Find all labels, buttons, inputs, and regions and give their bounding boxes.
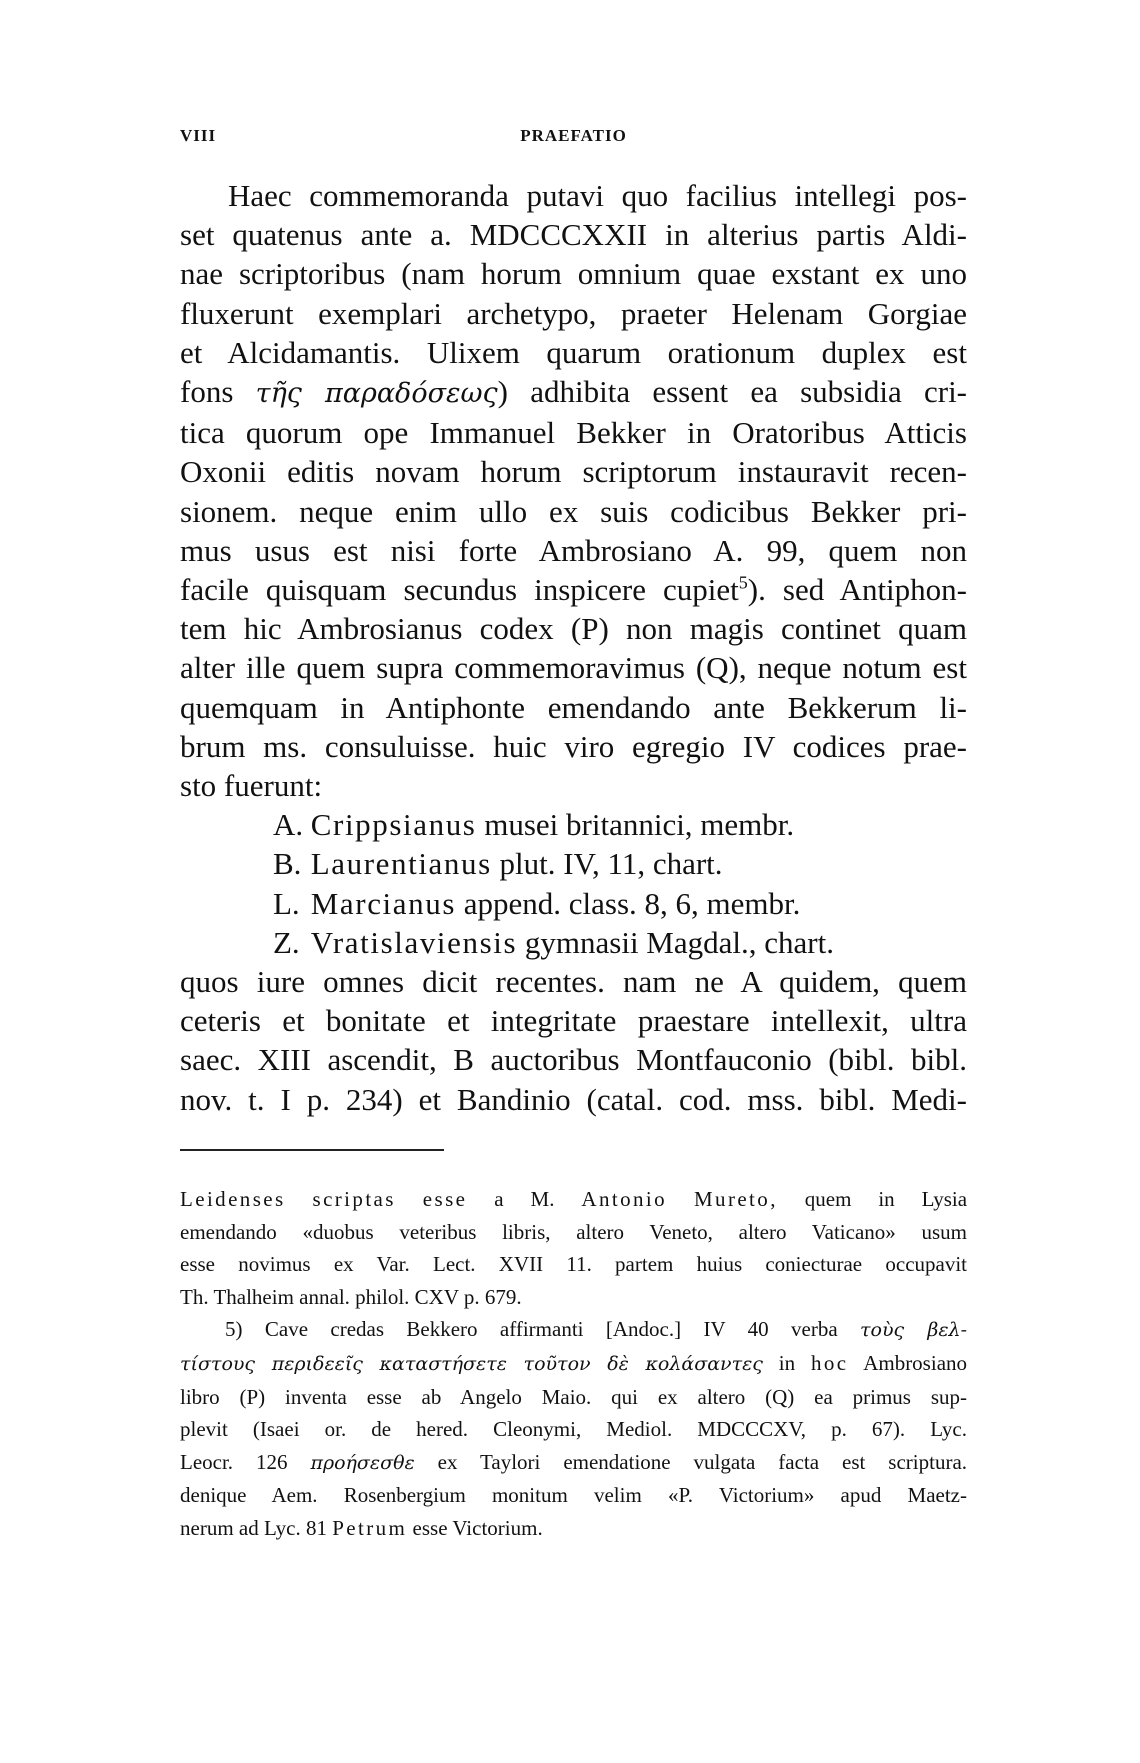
manuscript-description: plut. IV, 11, chart. <box>499 846 723 882</box>
greek-phrase: τίστους περιδεεῖς καταστήσετε τοῦτον δὲ κολάσαντες <box>180 1352 763 1375</box>
text-line: quos iure omnes dicit recentes. nam ne A quidem, quem <box>180 964 967 1000</box>
text-line: quemquam in Antiphonte emendando ante Bekkerum li- <box>180 689 967 725</box>
footnote-line <box>180 1446 967 1480</box>
spaced-text: Petrum <box>332 1515 408 1540</box>
text-line: mus usus est nisi forte Ambrosiano A. 99, quem non <box>180 532 967 568</box>
text-fragment: in <box>778 1350 796 1375</box>
text-fragment: fons <box>180 374 234 410</box>
main-text <box>180 176 967 1119</box>
text-fragment: ) adhibita essent ea subsidia cri- <box>497 374 968 410</box>
text-fragment: Ambrosiano <box>863 1350 968 1375</box>
footnote-line: emendando «duobus veteribus libris, altero Veneto, altero Vaticano» usum <box>180 1219 967 1244</box>
text-line: et Alcidamantis. Ulixem quarum orationum duplex est <box>180 334 967 370</box>
text-fragment: nerum ad Lyc. 81 <box>180 1515 327 1540</box>
manuscript-list <box>180 805 967 962</box>
text-fragment: 5) Cave credas Bekkero affirmanti [Andoc.] IV 40 verba <box>225 1317 838 1342</box>
manuscript-item <box>180 805 967 844</box>
text-line: sto fuerunt: <box>180 768 323 804</box>
manuscript-siglum: B. <box>273 846 302 882</box>
manuscript-description: append. class. 8, 6, membr. <box>463 885 801 921</box>
text-line <box>180 570 967 609</box>
footnote-line <box>180 1512 967 1545</box>
text-line: saec. XIII ascendit, B auctoribus Montfauconio (bibl. bibl. <box>180 1042 967 1078</box>
text-line: sionem. neque enim ullo ex suis codicibus Bekker pri- <box>180 493 967 529</box>
footnote-line <box>180 1313 967 1347</box>
spaced-text: scriptas <box>312 1187 396 1211</box>
manuscript-name: Marcianus <box>310 885 456 921</box>
text-line <box>180 372 967 413</box>
manuscript-name: Vratislaviensis <box>310 924 518 960</box>
page-number: VIII <box>180 126 217 145</box>
manuscript-siglum: A. <box>273 807 304 843</box>
text-line: fluxerunt exemplari archetypo, praeter Helenam Gorgiae <box>180 295 967 331</box>
spaced-text: Antonio <box>581 1187 668 1211</box>
text-line: nae scriptoribus (nam horum omnium quae exstant ex uno <box>180 256 967 292</box>
text-line: tem hic Ambrosianus codex (P) non magis continet quam <box>180 611 967 647</box>
greek-phrase: τῆς παραδόσεως <box>255 378 498 410</box>
manuscript-siglum: L. <box>273 885 300 921</box>
text-line: Haec commemoranda putavi quo facilius intellegi pos- <box>228 178 967 213</box>
spaced-text: Mureto, <box>693 1187 778 1211</box>
manuscript-description: gymnasii Magdal., chart. <box>524 924 834 960</box>
text-fragment: Leocr. 126 <box>180 1449 288 1474</box>
manuscript-item <box>180 884 967 923</box>
footnote-line: libro (P) inventa esse ab Angelo Maio. qui ex altero (Q) ea primus sup- <box>180 1384 967 1409</box>
spaced-text: Leidenses <box>180 1187 286 1211</box>
footnote-line <box>180 1183 967 1216</box>
greek-phrase: προήσεσθε <box>310 1451 415 1474</box>
page-title: PRAEFATIO <box>520 126 627 145</box>
manuscript-item <box>180 844 967 883</box>
footnote-marker: 5 <box>738 572 748 593</box>
footnote-divider <box>180 1149 444 1151</box>
text-line: set quatenus ante a. MDCCCXXII in alterius partis Aldi- <box>180 217 967 253</box>
manuscript-name: Crippsianus <box>310 807 477 843</box>
spaced-text: hoc <box>810 1350 849 1375</box>
footnote-line: Th. Thalheim annal. philol. CXV p. 679. <box>180 1284 522 1309</box>
running-head <box>180 126 967 154</box>
text-fragment: quem in Lysia <box>804 1187 968 1211</box>
manuscript-item <box>180 923 967 962</box>
text-line: alter ille quem supra commemoravimus (Q), neque notum est <box>180 650 967 686</box>
text-line: ceteris et bonitate et integritate praestare intellexit, ultra <box>180 1003 967 1039</box>
footnote-line: plevit (Isaei or. de hered. Cleonymi, Mediol. MDCCCXV, p. 67). Lyc. <box>180 1417 967 1442</box>
footnotes <box>180 1183 967 1545</box>
manuscript-siglum: Z. <box>273 924 300 960</box>
text-fragment: esse Victorium. <box>412 1515 543 1540</box>
greek-phrase: τοὺς βελ- <box>860 1319 967 1342</box>
text-line: nov. t. I p. 234) et Bandinio (catal. cod. mss. bibl. Medi- <box>180 1081 967 1117</box>
manuscript-name: Laurentianus <box>310 846 492 882</box>
text-line: brum ms. consuluisse. huic viro egregio IV codices prae- <box>180 728 967 764</box>
text-line: Oxonii editis novam horum scriptorum instauravit recen- <box>180 454 967 490</box>
spaced-text: esse <box>422 1187 468 1211</box>
footnote-line: denique Aem. Rosenbergium monitum velim «P. Victorium» apud Maetz- <box>180 1483 967 1508</box>
text-fragment: ex Taylori emendatione vulgata facta est scriptura. <box>437 1449 968 1474</box>
text-line: tica quorum ope Immanuel Bekker in Oratoribus Atticis <box>180 415 967 451</box>
text-fragment: ). sed Antiphon- <box>747 572 967 608</box>
manuscript-description: musei britannici, membr. <box>484 807 795 843</box>
text-fragment: M. <box>530 1187 555 1211</box>
text-fragment: a <box>494 1187 504 1211</box>
text-fragment: facile quisquam secundus inspicere cupiet <box>180 572 739 608</box>
footnote-line: esse novimus ex Var. Lect. XVII 11. partem huius coniecturae occupavit <box>180 1252 967 1277</box>
footnote-line <box>180 1347 967 1381</box>
